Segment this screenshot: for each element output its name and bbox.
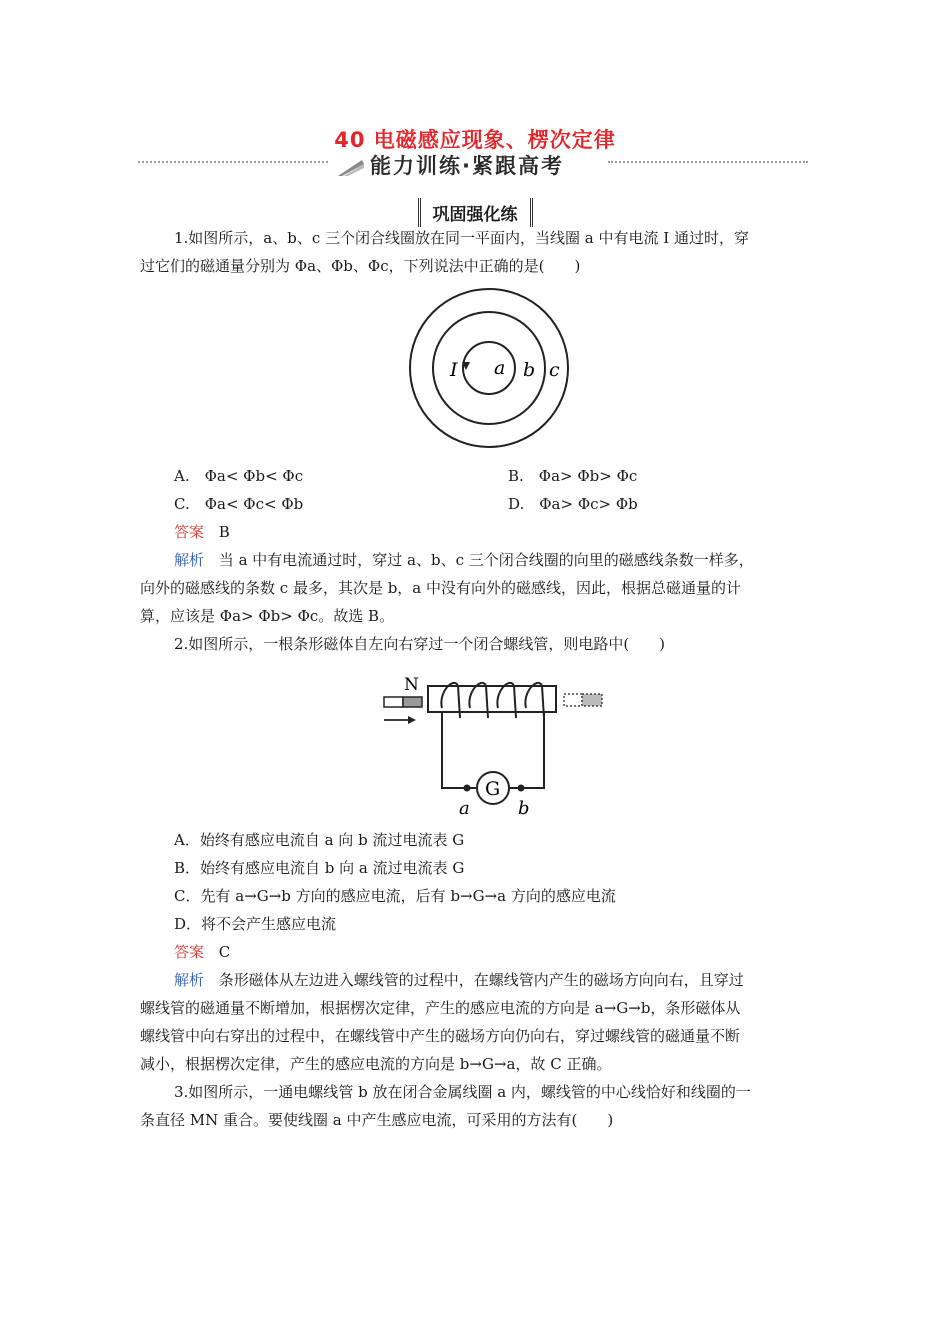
answer-value: C: [218, 943, 231, 961]
q1-analysis-line2: 向外的磁感线的条数 c 最多，其次是 b，a 中没有向外的磁感线，因此，根据总磁通量的计: [140, 579, 742, 597]
q1-concentric-coils-figure: [400, 284, 572, 462]
magnet-south-half: [384, 697, 403, 707]
label-pole: N: [404, 675, 419, 695]
q3-line1: 3.如图所示，一通电螺线管 b 放在闭合金属线圈 a 内，螺线管的中心线恰好和线圈的一: [174, 1083, 751, 1101]
q1-line2: 过它们的磁通量分别为 Φa、Φb、Φc，下列说法中正确的是( ): [140, 257, 581, 275]
q2-option-c: C．先有 a→G→b 方向的感应电流，后有 b→G→a 方向的感应电流: [174, 887, 616, 905]
analysis-text: 条形磁体从左边进入螺线管的过程中，在螺线管内产生的磁场方向向右，且穿过: [218, 971, 744, 989]
label-meter: G: [485, 778, 501, 800]
q2-analysis-line1: [174, 966, 744, 994]
answer-label: 答案: [174, 943, 205, 961]
q1-option-d: D. Φa> Φc> Φb: [508, 495, 638, 513]
q2-option-a: A．始终有感应电流自 a 向 b 流过电流表 G: [174, 831, 465, 849]
section-banner: [138, 150, 808, 182]
q1-analysis-line1: [174, 546, 754, 574]
q2-option-b: B．始终有感应电流自 b 向 a 流过电流表 G: [174, 859, 465, 877]
pen-stroke-icon: [336, 156, 366, 178]
page-title: 40 电磁感应现象、楞次定律: [334, 128, 616, 152]
q1-line1: 1.如图所示，a、b、c 三个闭合线圈放在同一平面内，当线圈 a 中有电流 I 通过时，穿: [174, 229, 749, 247]
q2-analysis-line2: 螺线管的磁通量不断增加，根据楞次定律，产生的感应电流的方向是 a→G→b，条形磁体从: [140, 999, 741, 1017]
terminal-a: [464, 785, 471, 792]
magnet-north-half: [403, 697, 422, 707]
label-b: b: [518, 798, 530, 819]
banner-text: 能力训练·紧跟高考: [370, 154, 564, 178]
motion-arrowhead-icon: [408, 716, 416, 724]
q1-option-c: C. Φa< Φc< Φb: [174, 495, 304, 513]
label-c: c: [549, 359, 560, 381]
q1-analysis-line3: 算，应该是 Φa> Φb> Φc。故选 B。: [140, 607, 395, 625]
label-a: a: [459, 798, 470, 819]
answer-label: 答案: [174, 523, 205, 541]
coil-a: [463, 342, 515, 394]
q2-analysis-line3: 螺线管中向右穿出的过程中，在螺线管中产生的磁场方向仍向右，穿过螺线管的磁通量不断: [140, 1027, 741, 1045]
wire-left: [442, 712, 476, 788]
terminal-b: [518, 785, 525, 792]
q2-line1: 2.如图所示，一根条形磁体自左向右穿过一个闭合螺线管，则电路中( ): [174, 635, 666, 653]
label-current: I: [450, 359, 458, 381]
analysis-label: 解析: [174, 971, 205, 989]
q2-analysis-line4: 减小，根据楞次定律，产生的感应电流的方向是 b→G→a，故 C 正确。: [140, 1055, 612, 1073]
section-heading-text: 巩固强化练: [418, 198, 533, 227]
label-a: a: [494, 357, 506, 379]
analysis-label: 解析: [174, 551, 205, 569]
section-heading: [0, 198, 950, 227]
wire-right: [510, 712, 544, 788]
q2-option-d: D．将不会产生感应电流: [174, 915, 337, 933]
solenoid-tube: [428, 686, 556, 712]
label-b: b: [523, 359, 536, 381]
q1-answer: [174, 518, 230, 546]
banner-dotted-line-left: [138, 161, 328, 163]
q2-solenoid-circuit-figure: [370, 662, 612, 822]
answer-value: B: [218, 523, 230, 541]
q2-answer: [174, 938, 230, 966]
analysis-text: 当 a 中有电流通过时，穿过 a、b、c 三个闭合线圈的向里的磁感线条数一样多，: [218, 551, 754, 569]
magnet-ghost-right: [582, 694, 602, 706]
q3-line2: 条直径 MN 重合。要使线圈 a 中产生感应电流，可采用的方法有( ): [140, 1111, 614, 1129]
q1-option-b: B. Φa> Φb> Φc: [508, 467, 638, 485]
q1-option-a: A. Φa< Φb< Φc: [174, 467, 304, 485]
magnet-ghost-left: [564, 694, 582, 706]
banner-dotted-line-right: [608, 161, 808, 163]
